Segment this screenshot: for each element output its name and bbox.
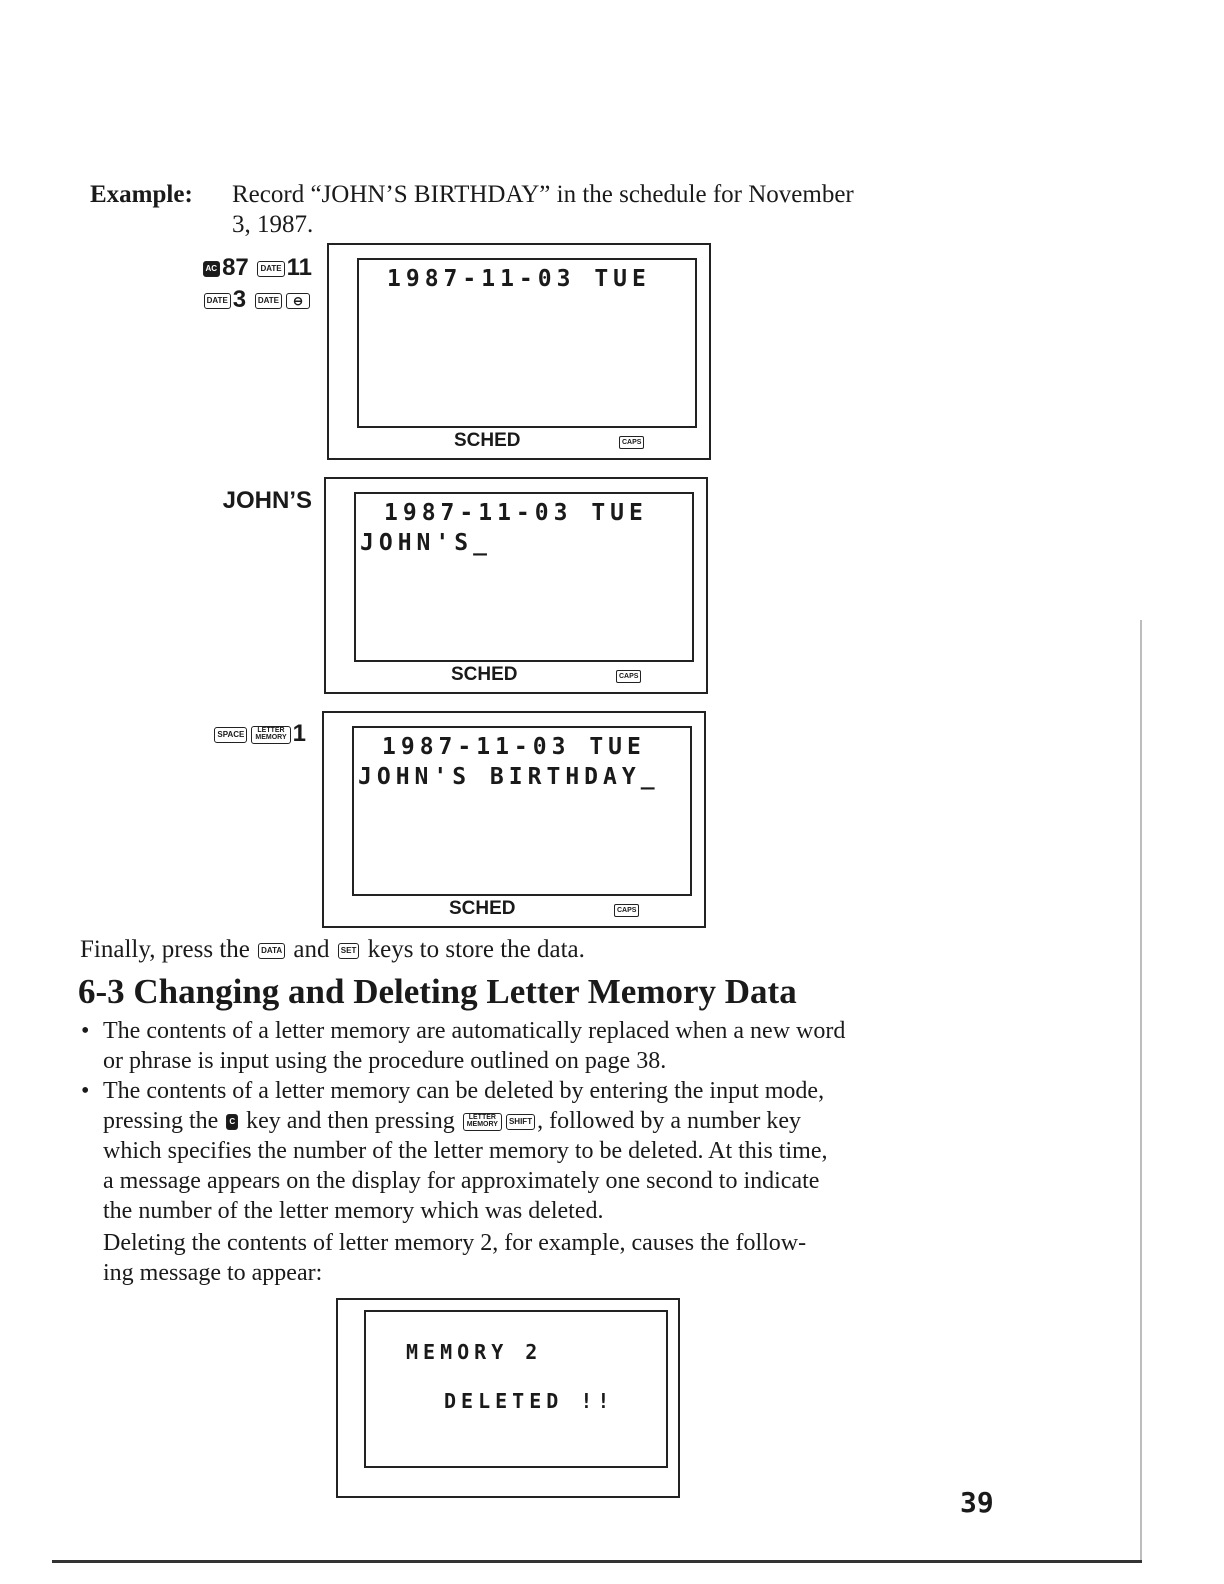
data-key-icon: DATA (258, 943, 285, 959)
bullet-line: a message appears on the display for approximately one second to indicate (103, 1168, 820, 1194)
display-line-1: 1987-11-03 TUE (384, 500, 648, 526)
footer-divider (52, 1560, 1142, 1563)
key-value: 1 (292, 720, 306, 747)
display-line-2: JOHN'S BIRTHDAY_ (358, 764, 660, 790)
example-text: Record “JOHN’S BIRTHDAY” in the schedule for November (232, 181, 854, 208)
caps-indicator-icon: CAPS (614, 904, 639, 917)
message-display (336, 1298, 680, 1498)
caps-indicator-icon: CAPS (616, 670, 641, 683)
message-line-1: MEMORY 2 (406, 1340, 543, 1364)
c-key-icon: C (226, 1114, 238, 1130)
display-line-1: 1987-11-03 TUE (382, 734, 646, 760)
letter-memory-key-icon (463, 1113, 502, 1131)
mode-label: SCHED (449, 898, 516, 919)
letter-memory-key-icon (251, 726, 290, 744)
paragraph-line: ing message to appear: (103, 1260, 323, 1286)
bullet-item-2 (81, 1076, 1003, 1226)
space-key-icon: SPACE (214, 727, 247, 743)
ac-key-icon: AC (203, 261, 221, 277)
mode-label: SCHED (454, 430, 521, 451)
message-line-2: DELETED !! (444, 1389, 615, 1413)
date-key-icon: DATE (257, 261, 284, 277)
step1-keys (140, 252, 312, 316)
mode-label: SCHED (451, 664, 518, 685)
text: Finally, press the (80, 936, 250, 963)
bullet-line: The contents of a letter memory are automatically replaced when a new word (103, 1018, 846, 1044)
bullet-line: the number of the letter memory which was deleted. (103, 1198, 604, 1224)
key-bottom-label: MEMORY (466, 1121, 498, 1129)
display-line-2: JOHN'S_ (360, 530, 492, 556)
text: and (293, 936, 330, 963)
bullet-line: The contents of a letter memory can be deleted by entering the input mode, (103, 1078, 825, 1104)
step1-keys-row1 (140, 252, 312, 284)
paragraph-line: Deleting the contents of letter memory 2, for example, causes the follow- (103, 1230, 807, 1256)
example-intro (90, 180, 1000, 210)
shift-key-icon: SHIFT (506, 1114, 535, 1130)
key-top-label: LETTER (257, 726, 285, 734)
key-bottom-label: MEMORY (255, 733, 287, 741)
text: key and then pressing (246, 1108, 455, 1134)
caps-indicator-icon: CAPS (619, 436, 644, 449)
lcd-screen-1 (357, 258, 697, 428)
typed-text: JOHN’S (222, 487, 312, 514)
lcd-display-3 (322, 711, 706, 928)
page-edge-line (1140, 620, 1142, 1560)
example-paragraph (103, 1228, 983, 1288)
lcd-display-1 (327, 243, 711, 460)
clock-icon: ⊖ (286, 293, 310, 309)
bullet-line: or phrase is input using the procedure outlined on page 38. (103, 1048, 667, 1074)
step2-keys (140, 485, 312, 517)
lcd-display-2 (324, 477, 708, 694)
text: , followed by a number key (537, 1108, 802, 1134)
page-number: 39 (960, 1486, 994, 1519)
lcd-screen-3 (352, 726, 692, 896)
text: keys to store the data. (367, 936, 585, 963)
finally-instruction (80, 936, 585, 964)
set-key-icon: SET (338, 943, 360, 959)
key-value: 87 (222, 254, 249, 281)
step1-keys-row2 (140, 284, 312, 316)
example-text-continued: 3, 1987. (232, 211, 314, 238)
bullet-item-1 (81, 1016, 1003, 1076)
bullet-icon: • (81, 1018, 90, 1044)
section-heading: 6-3 Changing and Deleting Letter Memory Data (78, 972, 797, 1011)
step3-keys (140, 718, 306, 750)
example-label: Example: (90, 181, 193, 208)
key-value: 3 (232, 286, 247, 313)
bullet-icon: • (81, 1078, 90, 1104)
message-screen (364, 1310, 668, 1468)
bullet-line: which specifies the number of the letter memory to be deleted. At this time, (103, 1138, 828, 1164)
bullet-line (103, 1106, 1003, 1136)
date-key-icon: DATE (255, 293, 282, 309)
text: pressing the (103, 1108, 219, 1134)
lcd-screen-2 (354, 492, 694, 662)
date-key-icon: DATE (204, 293, 231, 309)
key-top-label: LETTER (468, 1114, 496, 1122)
key-value: 11 (286, 254, 312, 281)
display-line-1: 1987-11-03 TUE (387, 266, 651, 292)
